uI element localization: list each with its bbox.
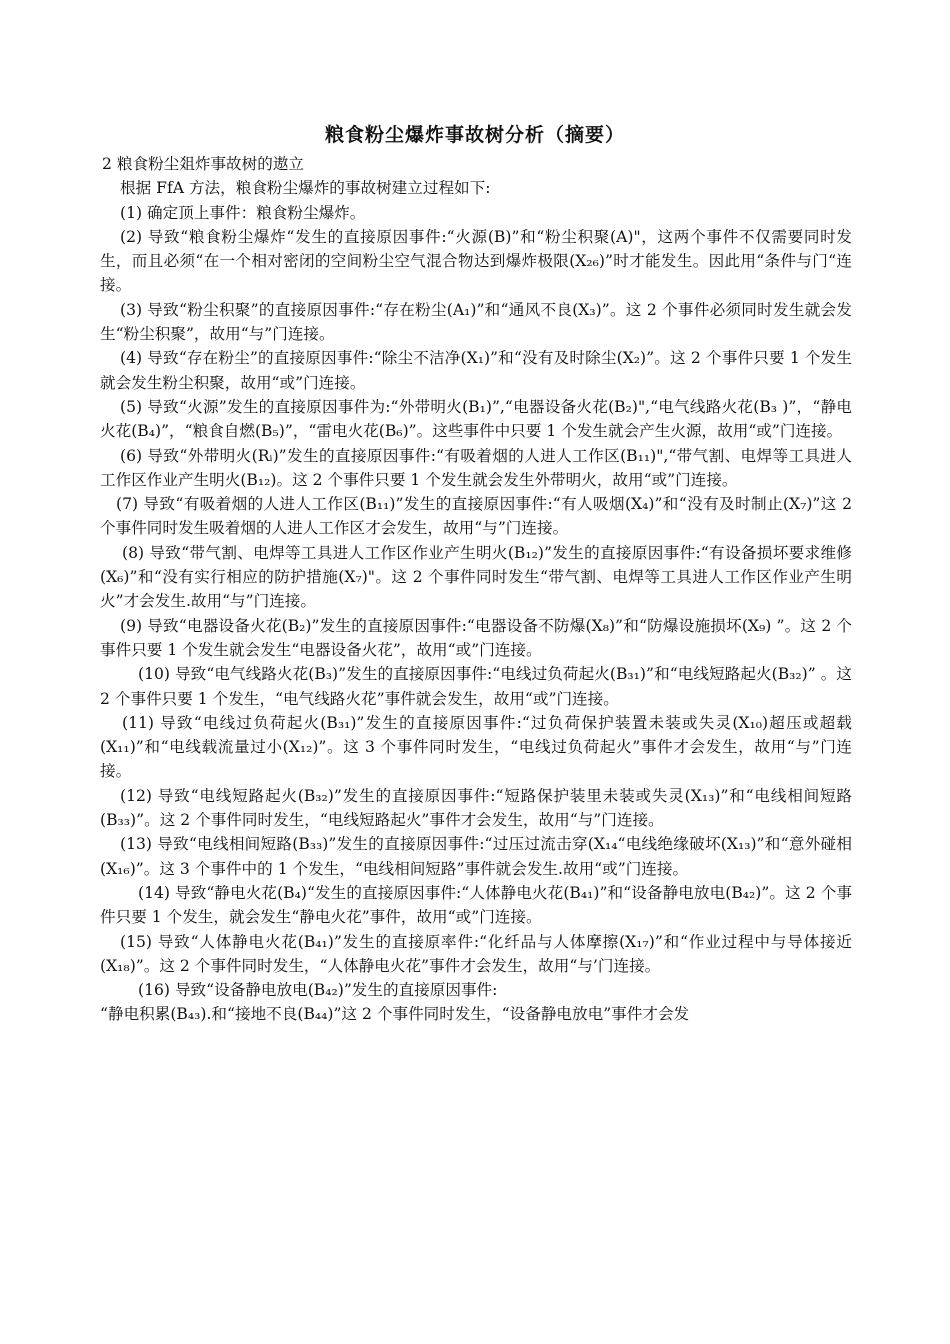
section-heading: 2 粮食粉尘爼炸事故树的遨立 [102, 155, 305, 173]
paragraph: (13) 导致“电线相间短路(B₃₃)”发生的直接原因事件:“过压过流击穿(X₁₄“电线绝缘破坏(X₁₃)”和“意外碰相(X₁₆)”。这 3 个事件中的 1 个发生，“电线相间短路”事件就会发生.故用“或”门连接。 [100, 835, 852, 878]
paragraph: (12) 导致“电线短路起火(B₃₂)”发生的直接原因事件:“短路保护装里未装或失灵(X₁₃)”和“电线相间短路(B₃₃)”。这 2 个事件同时发生，“电线短路起火”事件才会发生，故用“与”门连接。 [100, 786, 852, 830]
paragraph: (2) 导致“粮食粉尘爆炸“发生的直接原因事件:“火源(B)”和“粉尘积聚(A)"，这两个事件不仅需要同时发生，而且必须“在一个相对密闭的空间粉尘空气混合物达到爆炸极限(X₂₆)”时才能发生。因此用“条件与门“连接。 [100, 227, 852, 295]
paragraph: (15) 导致“人体静电火花(B₄₁)”发生的直接原率件:“化纤品与人体摩擦(X₁₇)”和“作业过程中与导体接近(X₁₈)”。这 2 个事件同时发生，“人体静电火花”事件才会发生，故用“与’门连接。 [100, 932, 852, 975]
paragraph: (5) 导致“火源”发生的直接原因事件为:“外带明火(B₁)”,“电器设备火花(B₂)",“电气线路火花(B₃ )”，“静电火花(B₄)”，“粮食自燃(B₅)”，“雷电火花(B₆)”。这些事件中只要 1 个发生就会产生火源，故用“或”门连接。 [100, 397, 852, 441]
paragraph: (7) 导致“有吸着烟的人进人工作区(B₁₁)”发生的直接原因事件:“有人吸烟(X₄)”和“没有及时制止(X₇)”这 2 个事件同时发生吸着烟的人进人工作区才会发生，故用“与”门连接。 [100, 495, 852, 538]
paragraph: (9) 导致“电器设备火花(B₂)”发生的直接原因事件:“电器设备不防爆(X₈)”和“防爆设施损坏(X₉) ”。这 2 个事件只要 1 个发生就会发生“电器设备火花”，故用“或”门连接。 [100, 616, 852, 659]
paragraph: (3) 导致“粉尘积聚”的直接原因事件:“存在粉尘(A₁)”和“通风不良(X₃)”。这 2 个事件必须同时发生就会发生“粉尘积聚”，故用“与”门连接。 [100, 300, 852, 344]
paragraph: “静电积累(B₄₃).和“接地不良(B₄₄)”这 2 个事件同时发生，“设备静电放电”事件才会发 [100, 1005, 690, 1024]
paragraph: (1) 确定顶上事件：粮食粉尘爆炸。 [120, 203, 366, 222]
paragraph: (8) 导致“带气割、电焊等工具进人工作区作业产生明火(B₁₂)”发生的直接原因事件:“有设备损坏要求维修(X₆)”和“没有实行相应的防护措施(X₇)"。这 2 个事件同时发生“带气割、电焊等工具进人工作区作业产生明火”才会发生.故用“与”门连接。 [100, 543, 852, 611]
paragraph: 根据 FfA 方法，粮食粉尘爆炸的事故树建立过程如下: [120, 179, 491, 198]
paragraph: (11) 导致“电线过负荷起火(B₃₁)”发生的直接原因事件:“过负荷保护装置未装或失灵(X₁₀)超压或超载(X₁₁)”和“电线载流量过小(X₁₂)”。这 3 个事件同时发生，“电线过负荷起火”事件才会发生，故用“与”门连接。 [100, 713, 852, 781]
document-body [100, 152, 852, 1027]
paragraph: (14) 导致“静电火花(B₄)“发生的直接原因事件:“人体静电火花(B₄₁)”和“设备静电放电(B₄₂)”。这 2 个事件只要 1 个发生，就会发生“静电火花”事件，故用“或”门连接。 [100, 883, 852, 927]
paragraph: (4) 导致“存在粉尘”的直接原因事件:“除尘不洁净(X₁)”和“没有及时除尘(X₂)”。这 2 个事件只要 1 个发生就会发生粉尘积聚，故用“或”门连接。 [100, 349, 852, 392]
paragraph: (6) 导致“外带明火(Rᵢ)”发生的直接原因事件:“有吸着烟的人进人工作区(B₁₁)",“带气割、电焊等工具进人工作区作业产生明火(B₁₂)。这 2 个事件只要 1 个发生就会发生外带明火，故用“或”门连接。 [100, 446, 852, 489]
paragraph: (16) 导致“设备静电放电(B₄₂)”发生的直接原因事件: [138, 981, 498, 1000]
paragraph: (10) 导致“电气线路火花(B₃)”发生的直接原因事件:“电线过负荷起火(B₃₁)”和“电线短路起火(B₃₂)” 。这 2 个事件只要 1 个发生，“电气线路火花”事件就会发生，故用“或”门连接。 [100, 665, 852, 708]
document-title: 粮食粉尘爆炸事故树分析（摘要） [324, 124, 625, 146]
